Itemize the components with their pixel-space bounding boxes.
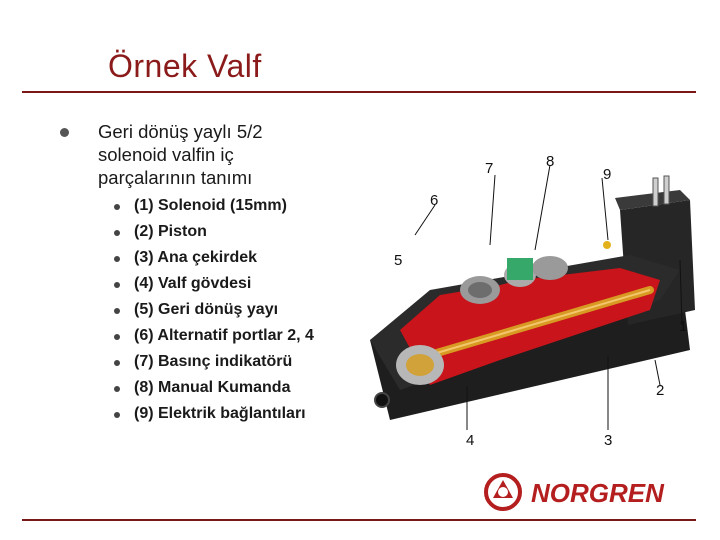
list-item: (2) Piston: [112, 222, 314, 248]
list-item: (5) Geri dönüş yayı: [112, 300, 314, 326]
list-item: (7) Basınç indikatörü: [112, 352, 314, 378]
norgren-emblem-icon: [486, 475, 520, 509]
norgren-logo: [483, 470, 698, 514]
title-divider: [22, 91, 696, 93]
callout-1: 1: [679, 318, 688, 335]
callout-7: 7: [485, 160, 494, 177]
footer-divider: [22, 519, 696, 521]
valve-cutaway-image: [360, 150, 700, 440]
bullet-marker: [60, 128, 69, 137]
list-item: (3) Ana çekirdek: [112, 248, 314, 274]
list-item: (6) Alternatif portlar 2, 4: [112, 326, 314, 352]
callout-8: 8: [546, 153, 555, 170]
callout-5: 5: [394, 252, 403, 269]
callout-4: 4: [466, 432, 475, 449]
callout-6: 6: [430, 192, 439, 209]
main-bullet-text: Geri dönüş yaylı 5/2 solenoid valfin iç parçalarının tanımı: [98, 121, 263, 188]
list-item: (9) Elektrik bağlantıları: [112, 404, 314, 430]
list-item: (4) Valf gövdesi: [112, 274, 314, 300]
callout-2: 2: [656, 382, 665, 399]
callout-3: 3: [604, 432, 613, 449]
list-item: (1) Solenoid (15mm): [112, 196, 314, 222]
parts-list: [112, 196, 314, 430]
list-item: (8) Manual Kumanda: [112, 378, 314, 404]
slide-title: Örnek Valf: [108, 48, 262, 84]
callout-9: 9: [603, 166, 612, 183]
logo-wordmark: NORGREN: [531, 478, 664, 508]
